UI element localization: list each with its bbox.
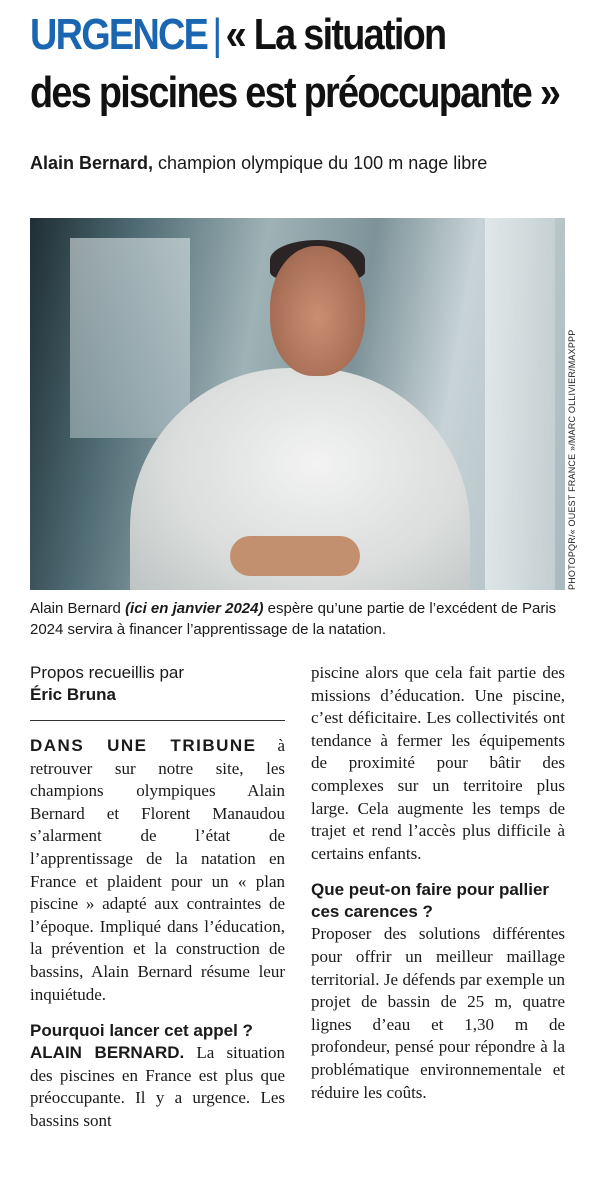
headline-kicker: URGENCE — [30, 10, 208, 59]
intro-caps: DANS UNE TRIBUNE — [30, 736, 257, 755]
portrait-photo — [30, 218, 565, 590]
photo-caption — [30, 598, 570, 640]
subhead — [30, 153, 590, 174]
caption-text: espère qu’une partie de l’excédent de Paris 2024 servira à financer l’apprentissage de la natation. — [30, 600, 557, 638]
photo-window-light — [70, 238, 190, 438]
caption-aside: (ici en janvier 2024) — [125, 600, 264, 617]
caption-name: Alain Bernard — [30, 600, 121, 617]
intro-paragraph — [30, 735, 285, 1006]
answer-1-part-2: piscine alors que cela fait partie des missions d’éducation. Une piscine, c’est déficitaire. Les collectivités ont tendance à fermer les équipements de proximité pour bâtir des complexes sur un territoire plus large. Cela augmente les temps de trajet et rend l’accès plus difficile à certains enfants. — [311, 663, 565, 863]
headline-separator: | — [212, 10, 221, 59]
byline-lead: Propos recueillis par — [30, 663, 185, 682]
article-column-1 — [30, 662, 285, 1133]
photo-pillar — [485, 218, 555, 590]
photo-head — [270, 246, 365, 376]
answer-1-text-1: La situation des piscines en France est plus que préoccupante. Il y a urgence. Les bassins sont — [30, 1043, 285, 1130]
byline-divider — [30, 720, 285, 721]
byline-author: Éric Bruna — [30, 685, 116, 704]
subhead-role: champion olympique du 100 m nage libre — [158, 153, 488, 173]
article-column-2 — [311, 662, 565, 1104]
headline-line-1 — [30, 6, 590, 64]
photo-arms — [230, 536, 360, 576]
headline — [30, 6, 590, 122]
question-1: Pourquoi lancer cet appel ? — [30, 1021, 253, 1041]
photo-credit: PHOTOPQR/« OUEST FRANCE »/MARC OLLIVIER/MAXPPP — [567, 329, 577, 590]
intro-text: à retrouver sur notre site, les champions olympiques Alain Bernard et Florent Manaudou s’alarment de l’état de l’apprentissage de la natation en France et plaident pour un « plan piscine » adapté aux contraintes de l’époque. Impliqué dans l’éducation, la prévention et la construction de bassins, Alain Bernard résume leur inquiétude. — [30, 736, 286, 1004]
headline-text-1: « La situation — [225, 10, 446, 59]
question-2: Que peut-on faire pour pallier ces carences ? — [311, 880, 550, 922]
answer-2: Proposer des solutions différentes pour offrir un meilleur maillage territorial. Je défends par exemple un projet de bassin de 25 m, quatre lignes d’eau et 1,30 m de profondeur, pensé pour répondre à la problématique environnementale et réduire les coûts. — [311, 924, 565, 1102]
headline-text-2: des piscines est préoccupante » — [30, 68, 560, 117]
speaker-label: ALAIN BERNARD. — [30, 1043, 185, 1063]
subhead-name: Alain Bernard, — [30, 153, 154, 173]
answer-1-part-1 — [30, 1042, 285, 1132]
